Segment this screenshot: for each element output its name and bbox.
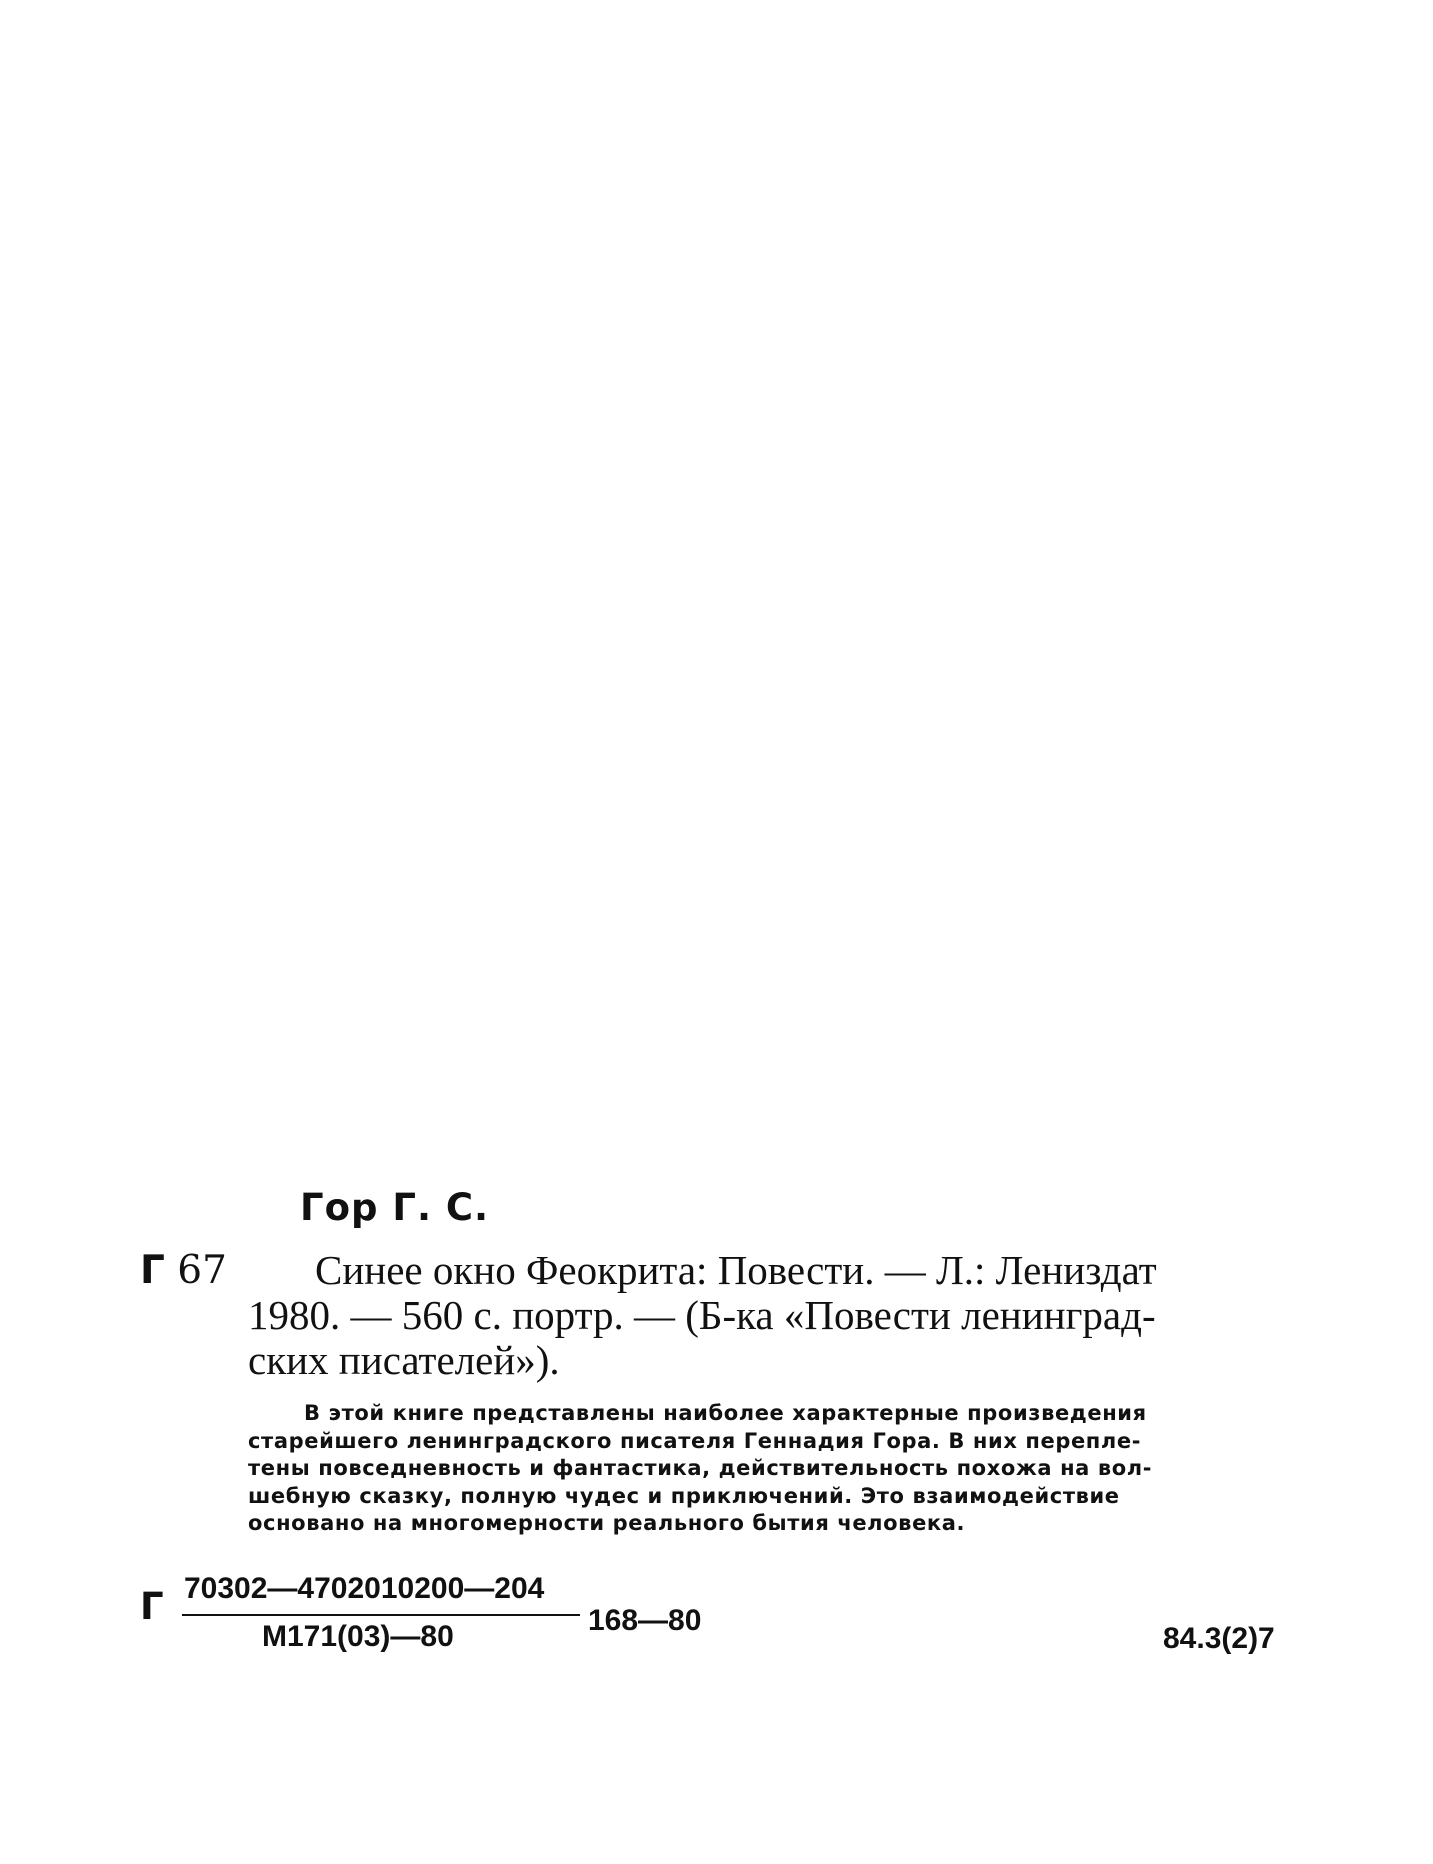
description-line-1: Синее окно Феокрита: Повести. — Л.: Лениздат: [315, 1248, 1157, 1293]
annotation-line-2: старейшего ленинградского писателя Геннадия Гора. В них перепле-: [248, 1428, 1142, 1453]
author-mark: [140, 1248, 227, 1293]
code-numerator: 70302—4702010200—204: [184, 1572, 545, 1605]
code-denominator: М171(03)—80: [262, 1620, 454, 1653]
description-line-3: ских писателей»).: [248, 1338, 560, 1383]
annotation-line-3: тены повседневность и фантастика, действительность похожа на вол-: [248, 1456, 1153, 1480]
author-heading: Гор Г. С.: [300, 1186, 490, 1229]
description-line-2: 1980. — 560 с. портр. — (Б-ка «Повести ленинград-: [248, 1293, 1156, 1338]
annotation-line-4: шебную сказку, полную чудес и приключений. Это взаимодействие: [248, 1483, 1120, 1508]
author-mark-letter: Г: [140, 1248, 165, 1293]
author-mark-number: 67: [177, 1248, 227, 1293]
code-suffix: 168—80: [588, 1604, 702, 1637]
bbk-index: 84.3(2)7: [1163, 1622, 1275, 1655]
annotation-line-1: В этой книге представлены наиболее характерные произведения: [304, 1401, 1147, 1425]
annotation-line-5: основано на многомерности реального бытия человека.: [248, 1511, 966, 1535]
bibliographic-description: [248, 1248, 1298, 1383]
code-letter: Г: [140, 1585, 164, 1628]
annotation-paragraph: [248, 1400, 1290, 1538]
fraction-bar: [182, 1614, 580, 1616]
